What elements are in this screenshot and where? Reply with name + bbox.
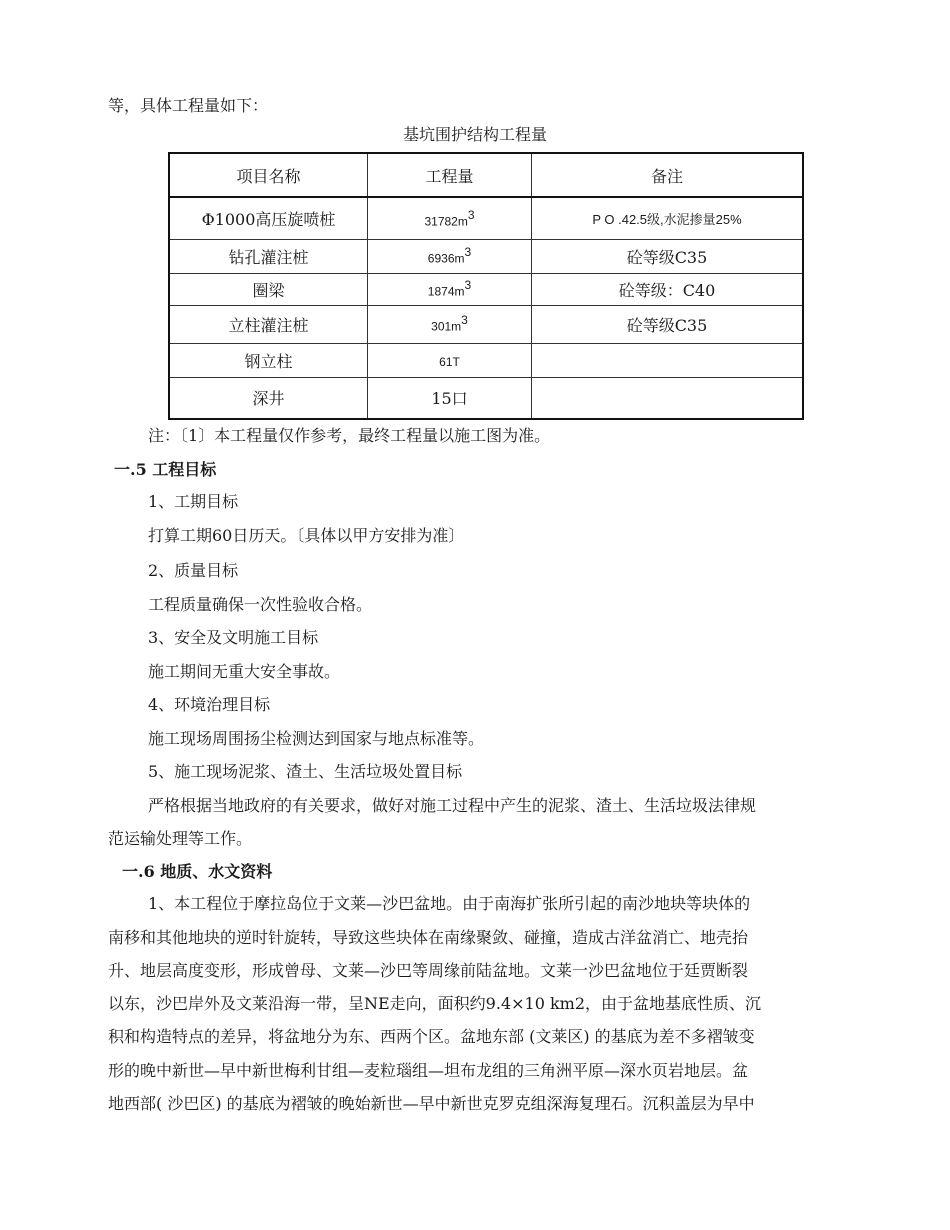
goal-4-body: 施工现场周围扬尘检测达到国家与地点标准等。	[148, 729, 485, 748]
row-note: P O .42.5级,水泥掺量25%	[532, 197, 804, 239]
row-quantity: 15口	[368, 377, 532, 419]
row-quantity: $31782m^3$	[368, 197, 532, 239]
geology-line: 以东，沙巴岸外及文莱沿海一带，呈NE走向，面积约9.4×10 km2，由于盆地基底性质、沉	[108, 994, 762, 1013]
header-quantity: 工程量	[368, 153, 532, 197]
header-item-name: 项目名称	[169, 153, 368, 197]
goal-1-title: 1、工期目标	[148, 492, 239, 511]
table-row	[169, 343, 803, 377]
section5-paragraph-line1: 严格根据当地政府的有关要求，做好对施工过程中产生的泥浆、渣土、生活垃圾法律规	[148, 796, 757, 815]
section5-paragraph-line2: 范运输处理等工作。	[108, 829, 253, 848]
table-row	[169, 305, 803, 343]
table-note: 注：〔1〕本工程量仅作参考，最终工程量以施工图为准。	[148, 426, 551, 445]
row-note	[532, 377, 804, 419]
geology-line: 南移和其他地块的逆时针旋转，导致这些块体在南缘聚敛、碰撞，造成古洋盆消亡、地壳抬	[108, 928, 749, 947]
intro-text: 等，具体工程量如下：	[108, 96, 269, 115]
geology-line: 形的晚中新世—早中新世梅利甘组—麦粒瑙组—坦布龙组的三角洲平原—深水页岩地层。盆	[108, 1061, 749, 1080]
table-row	[169, 273, 803, 305]
row-note: 砼等级C35	[532, 239, 804, 273]
row-note: 砼等级C35	[532, 305, 804, 343]
goal-4-title: 4、环境治理目标	[148, 695, 271, 714]
goal-3-title: 3、安全及文明施工目标	[148, 628, 319, 647]
table-header-row	[169, 153, 803, 197]
goal-3-body: 施工期间无重大安全事故。	[148, 662, 341, 681]
row-quantity: $1874m^3$	[368, 273, 532, 305]
goal-2-title: 2、质量目标	[148, 561, 239, 580]
row-quantity: $301m^3$	[368, 305, 532, 343]
geology-line: 积和构造特点的差异，将盆地分为东、西两个区。盆地东部 (文莱区) 的基底为差不多褶皱变	[108, 1027, 755, 1046]
row-quantity: 61T	[368, 343, 532, 377]
goal-5-title: 5、施工现场泥浆、渣土、生活垃圾处置目标	[148, 762, 463, 781]
row-note	[532, 343, 804, 377]
row-name: 深井	[169, 377, 368, 419]
row-name: 立柱灌注桩	[169, 305, 368, 343]
table-row	[169, 197, 803, 239]
section6-heading: 一.6 地质、水文资料	[122, 862, 273, 881]
section5-heading: 一.5 工程目标	[114, 460, 217, 479]
row-name: Φ1000高压旋喷桩	[169, 197, 368, 239]
row-name: 钻孔灌注桩	[169, 239, 368, 273]
geology-line: 升、地层高度变形，形成曾母、文莱—沙巴等周缘前陆盆地。文莱一沙巴盆地位于廷贾断裂	[108, 961, 749, 980]
goal-1-body: 打算工期60日历天。〔具体以甲方安排为准〕	[148, 526, 465, 545]
table-row	[169, 377, 803, 419]
header-remarks: 备注	[532, 153, 804, 197]
row-note: 砼等级：C40	[532, 273, 804, 305]
quantity-table	[168, 152, 804, 420]
geology-line: 1、本工程位于摩拉岛位于文莱—沙巴盆地。由于南海扩张所引起的南沙地块等块体的	[148, 894, 751, 913]
row-name: 圈梁	[169, 273, 368, 305]
table-caption: 基坑围护结构工程量	[402, 125, 547, 144]
geology-line: 地西部( 沙巴区) 的基底为褶皱的晚始新世—早中新世克罗克组深海复理石。沉积盖层为早中	[108, 1094, 755, 1113]
table-row	[169, 239, 803, 273]
row-quantity: $6936m^3$	[368, 239, 532, 273]
goal-2-body: 工程质量确保一次性验收合格。	[148, 595, 373, 614]
row-name: 钢立柱	[169, 343, 368, 377]
